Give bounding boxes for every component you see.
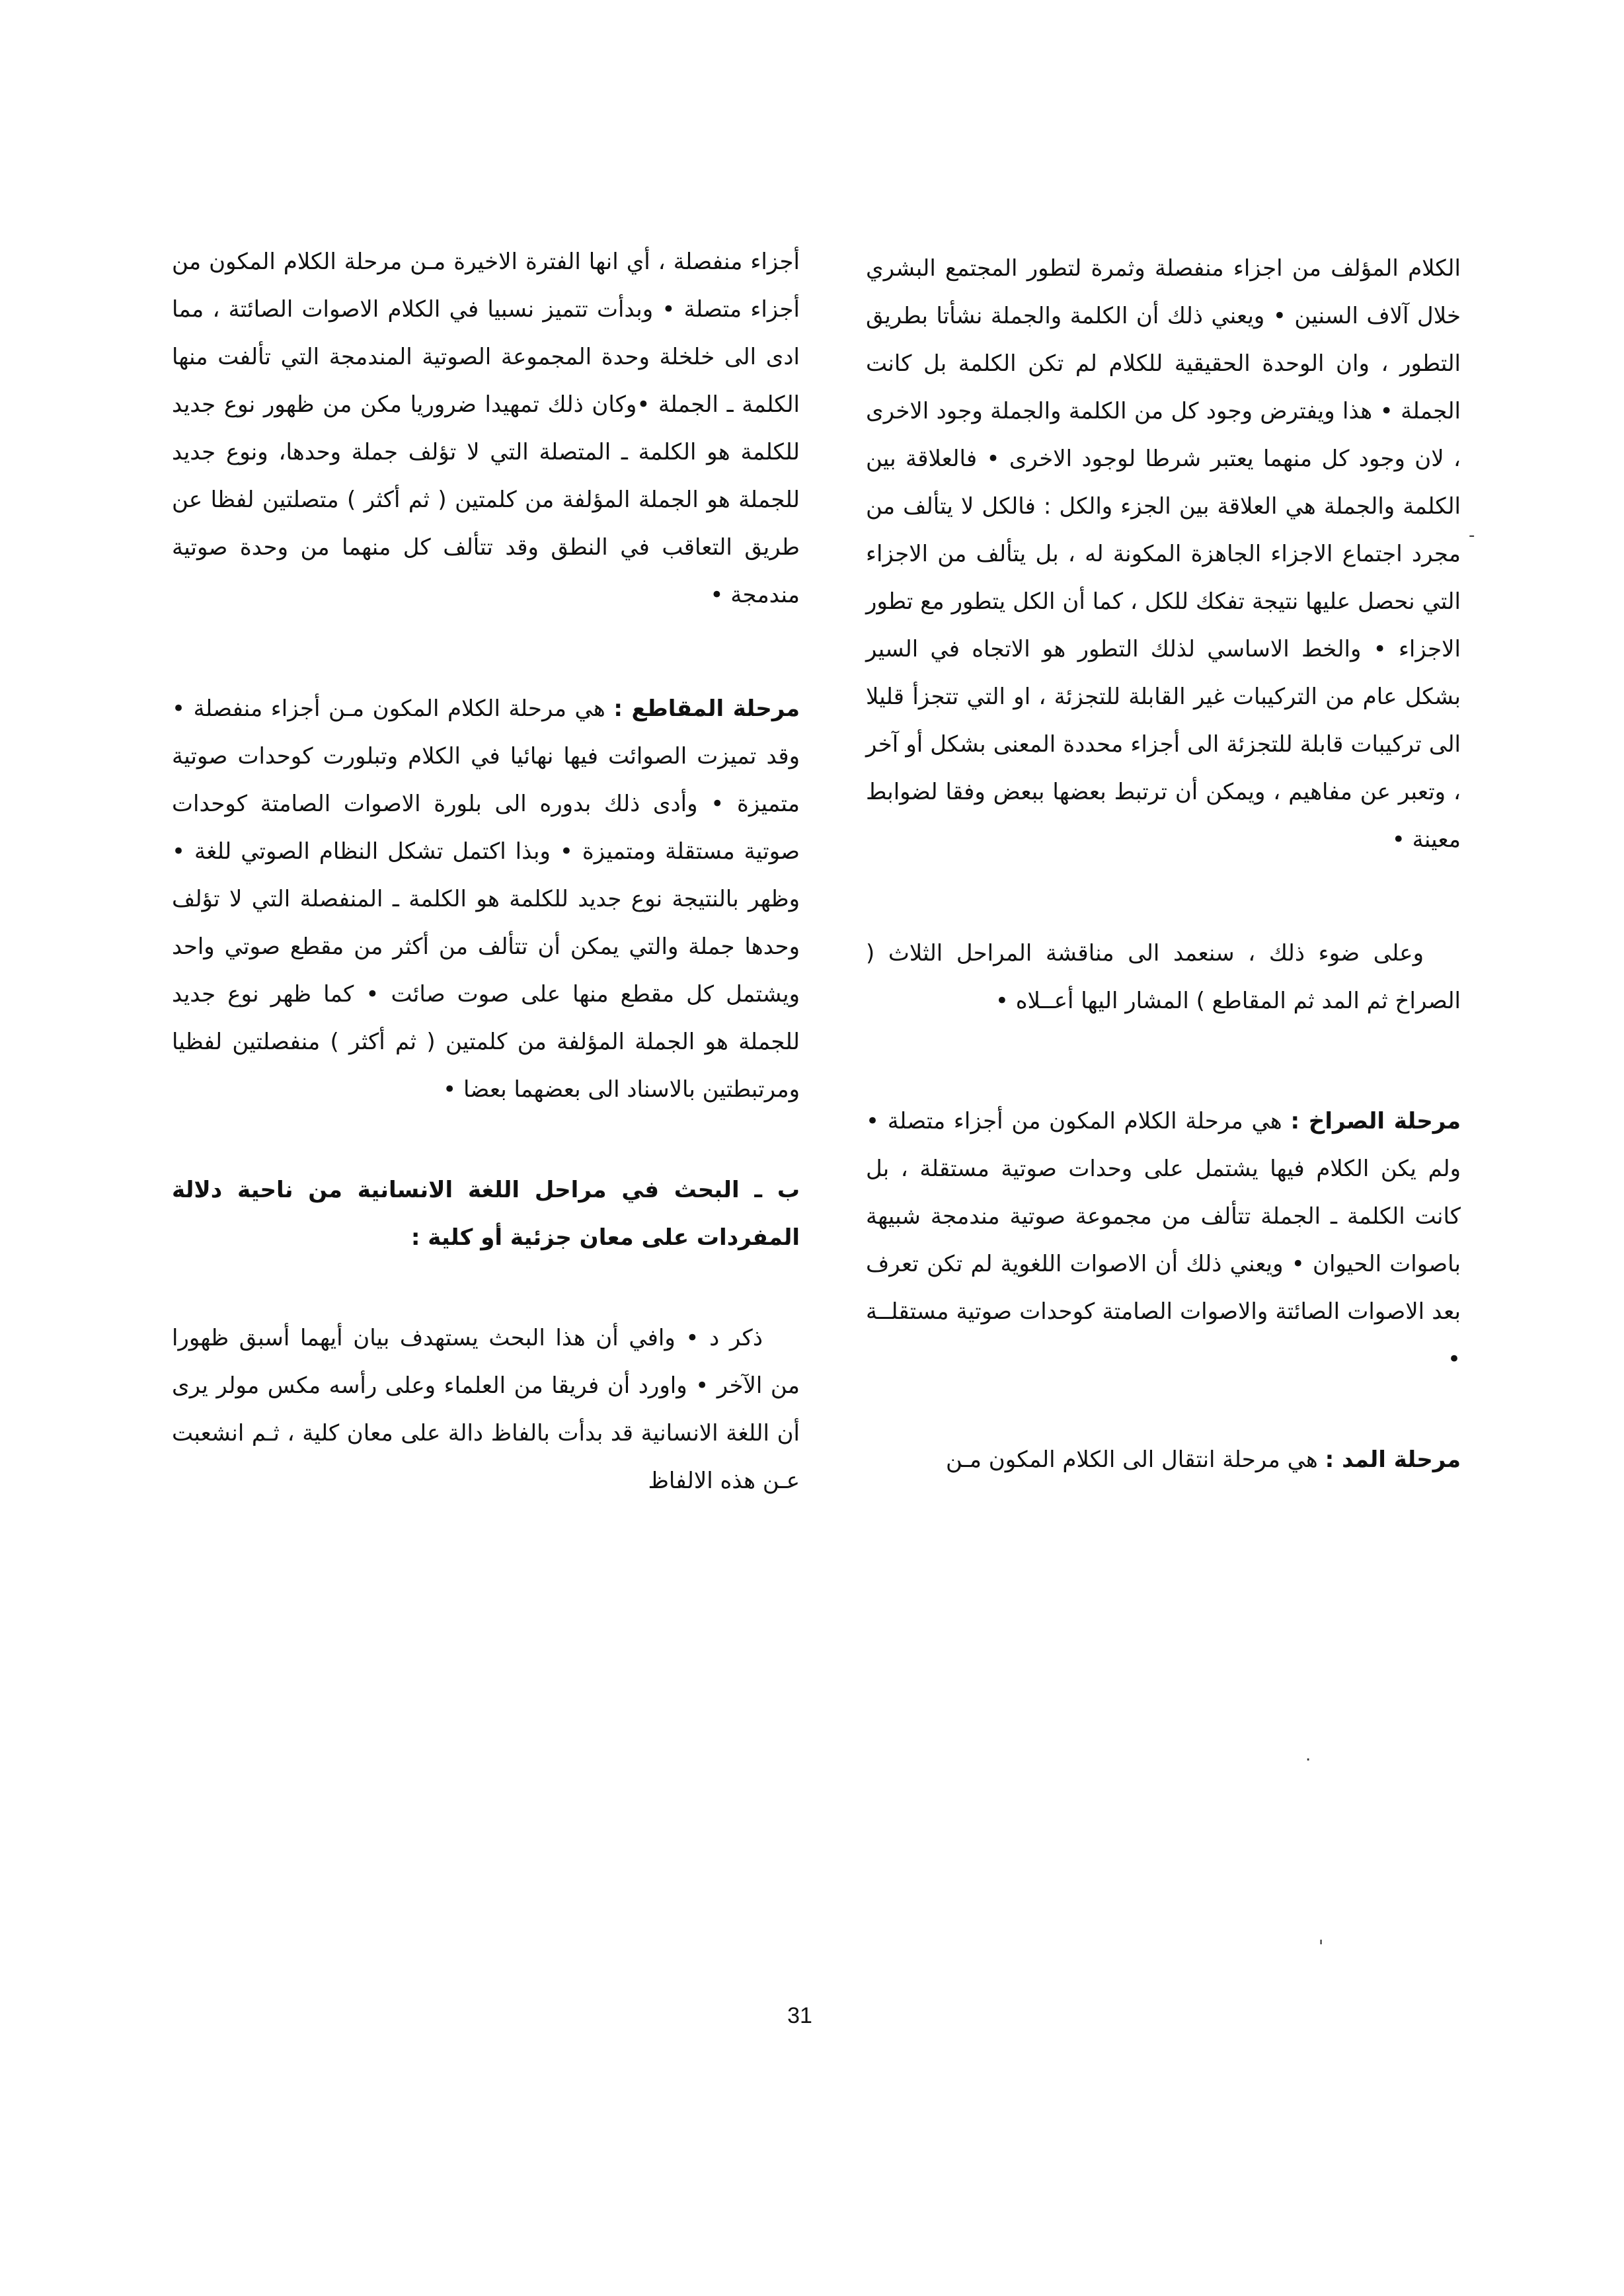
scan-dash-mark: - [1469,526,1475,545]
page-number: 31 [787,2003,812,2028]
left-column [172,238,800,1505]
right-paragraph-1: الكلام المؤلف من اجزاء منفصلة وثمرة لتطور المجتمع البشري خلال آلاف السنين • ويعني ذلك أن الكلمة والجملة نشأتا بطريق التطور ، وان الوحدة الحقيقية للكلام لم تكن الكلمة بل كانت الجملة • هذا ويفترض وجود كل من الكلمة والجملة وجود الاخرى ، لان وجود كل منهما يعتبر شرطا لوجود الاخرى • فالعلاقة بين الكلمة والجملة هي العلاقة بين الجزء والكل : فالكل لا يتألف من مجرد اجتماع الاجزاء الجاهزة المكونة له ، بل يتألف من الاجزاء التي نحصل عليها نتيجة تفكك للكل ، كما أن الكل يتطور مع تطور الاجزاء • والخط الاساسي لذلك التطور هو الاتجاه في السير بشكل عام من التركيبات غير القابلة للتجزئة ، او التي تتجزأ قليلا الى تركيبات قابلة للتجزئة الى أجزاء محددة المعنى بشكل أو آخر ، وتعبر عن مفاهيم ، ويمكن أن ترتبط بعضها ببعض وفقا لضوابط معينة • [866,255,1461,853]
paragraph-gap [172,619,800,685]
right-column [866,245,1461,1484]
right-paragraph-4 [866,1436,1461,1484]
right-paragraph-4-body: هي مرحلة انتقال الى الكلام المكون مـن [945,1446,1318,1473]
scan-dot-mark: . [1305,1745,1311,1765]
left-paragraph-1: أجزاء منفصلة ، أي انها الفترة الاخيرة مـن مرحلة الكلام المكون من أجزاء متصلة • وبدأت تتميز نسبيا في الكلام الاصوات الصائتة ، مما ادى الى خلخلة وحدة المجموعة الصوتية المندمجة التي تألفت منها الكلمة ـ الجملة •وكان ذلك تمهيدا ضروريا مكن من ظهور نوع جديد للكلمة هو الكلمة ـ المتصلة التي لا تؤلف جملة وحدها، ونوع جديد للجملة هو الجملة المؤلفة من كلمتين ( ثم أكثر ) متصلتين لفظا عن طريق التعاقب في النطق وقد تتألف كل منهما من وحدة صوتية مندمجة • [172,249,800,608]
paragraph-gap [866,1383,1461,1436]
right-paragraph-2: وعلى ضوء ذلك ، سنعمد الى مناقشة المراحل الثلاث ( الصراخ ثم المد ثم المقاطع ) المشار اليها أعــلاه • [866,940,1461,1014]
section-lead-extension-stage: مرحلة المد : [1325,1446,1461,1473]
section-lead-scream-stage: مرحلة الصراخ : [1290,1108,1461,1134]
left-paragraph-2 [172,685,800,1113]
section-heading-b: ب ـ البحث في مراحل اللغة الانسانية من ناحية دلالة المفردات على معان جزئية أو كلية : [172,1177,800,1251]
paragraph-gap [866,1025,1461,1097]
paragraph-gap [866,863,1461,930]
right-paragraph-3-body: هي مرحلة الكلام المكون من أجزاء متصلة • ولم يكن الكلام فيها يشتمل على وحدات صوتية مستقلة ، بل كانت الكلمة ـ الجملة تتألف من مجموعة صوتية مندمجة شبيهة باصوات الحيوان • ويعني ذلك أن الاصوات اللغوية لم تكن تعرف بعد الاصوات الصائتة والاصوات الصامتة كوحدات صوتية مستقلــة • [866,1108,1461,1372]
section-lead-syllables-stage: مرحلة المقاطع : [613,695,800,722]
left-paragraph-3: ذكر د • وافي أن هذا البحث يستهدف بيان أيهما أسبق ظهورا من الآخر • واورد أن فريقا من العلماء وعلى رأسه مكس مولر يرى أن اللغة الانسانية قد بدأت بالفاظ دالة على معان كلية ، ثـم انشعبت عـن هذه الالفاظ [172,1325,800,1494]
paragraph-gap [172,1261,800,1314]
right-paragraph-3 [866,1097,1461,1383]
scan-tick-mark: ' [1319,1937,1324,1957]
left-paragraph-2-body: هي مرحلة الكلام المكون مـن أجزاء منفصلة • وقد تميزت الصوائت فيها نهائيا في الكلام وتبلورت كوحدات صوتية متميزة • وأدى ذلك بدوره الى بلورة الاصوات الصامتة كوحدات صوتية مستقلة ومتميزة • وبذا اكتمل تشكل النظام الصوتي للغة • وظهر بالنتيجة نوع جديد للكلمة هو الكلمة ـ المنفصلة التي لا تؤلف وحدها جملة والتي يمكن أن تتألف من أكثر من مقطع صوتي واحد ويشتمل كل مقطع منها على صوت صائت • كما ظهر نوع جديد للجملة هو الجملة المؤلفة من كلمتين ( ثم أكثر ) منفصلتين لفظيا ومرتبطتين بالاسناد الى بعضهما بعضا • [172,695,800,1103]
paragraph-gap [172,1113,800,1166]
